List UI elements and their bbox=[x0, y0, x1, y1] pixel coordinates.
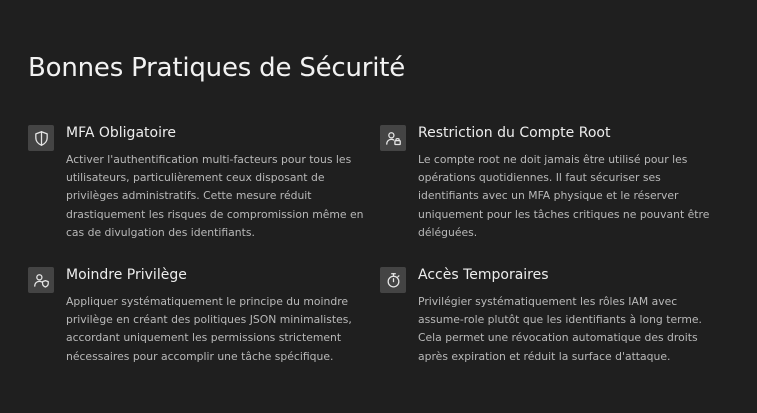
card-description: Appliquer systématiquement le principe du moindre privilège en créant des politiques JSON minimalistes, accordant uniquement les permissions strictement nécessaires pour accomplir une tâche spécifique. bbox=[66, 295, 352, 363]
shield-icon bbox=[28, 125, 54, 151]
card-description: Le compte root ne doit jamais être utilisé pour les opérations quotidiennes. Il faut sécuriser ses identifiants avec un MFA physique et le réserver uniquement pour les tâches critiques ne pouvant être déléguées. bbox=[418, 153, 710, 239]
card-description: Privilégier systématiquement les rôles IAM avec assume-role plutôt que les identifiants à long terme. Cela permet une révocation automatique des droits après expiration et réduit la surface d'attaque. bbox=[418, 295, 702, 363]
user-lock-icon bbox=[380, 125, 406, 151]
page-title: Bonnes Pratiques de Sécurité bbox=[28, 53, 406, 83]
card-title: Restriction du Compte Root bbox=[418, 125, 611, 141]
card-title: MFA Obligatoire bbox=[66, 125, 177, 141]
card-description: Activer l'authentification multi-facteurs pour tous les utilisateurs, particulièrement ceux disposant de privilèges administratifs. Cette mesure réduit drastiquement les risques de compromission même en cas de divulgation des identifiants. bbox=[66, 153, 364, 239]
card-title: Moindre Privilège bbox=[66, 267, 187, 283]
user-shield-icon bbox=[28, 267, 54, 293]
stopwatch-icon bbox=[380, 267, 406, 293]
card-title: Accès Temporaires bbox=[418, 267, 549, 283]
